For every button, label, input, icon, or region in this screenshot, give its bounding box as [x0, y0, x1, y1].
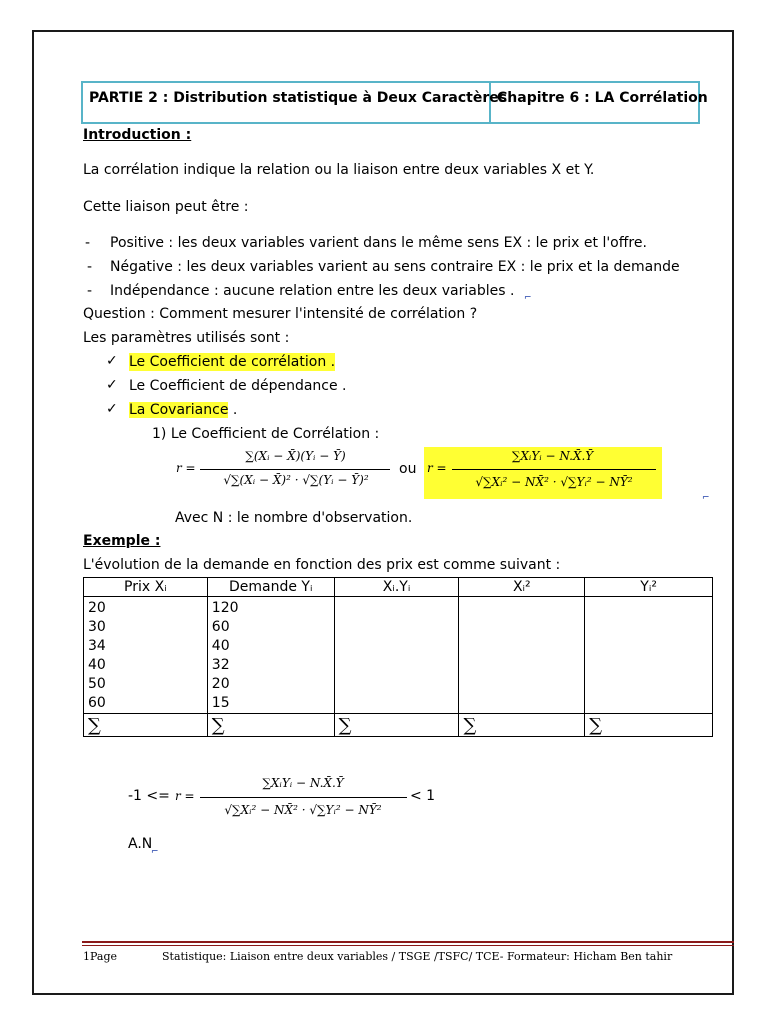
formula1-r: r = — [176, 461, 196, 475]
table-values-row — [84, 597, 713, 714]
footer-text: Statistique: Liaison entre deux variables / TSGE /TSFC/ TCE- Formateur: Hicham Ben tahir — [162, 950, 673, 963]
bullet-positive: Positive : les deux variables varient dans le même sens EX : le prix et l'offre. — [110, 235, 647, 251]
footer-rule — [82, 945, 734, 946]
table-cell: 32 — [211, 657, 230, 673]
formula2-denominator: √∑Xᵢ² − NX̄² · √∑Yᵢ² − NȲ² — [475, 475, 633, 489]
param-correlation: Le Coefficient de corrélation . — [129, 354, 336, 370]
xiyi-values — [334, 597, 459, 714]
sum-cell: ∑ — [84, 714, 208, 737]
formula2-r: r = — [427, 461, 447, 475]
corner-mark: ⌐ — [524, 293, 532, 303]
param-covariance-suffix: . — [228, 402, 238, 418]
footer-rule — [82, 941, 734, 943]
col-yi2: Yᵢ² — [585, 578, 713, 597]
data-table — [83, 577, 713, 737]
formula1-bar — [200, 469, 390, 470]
table-cell: 60 — [88, 695, 106, 711]
param-covariance-row — [129, 401, 237, 419]
bound-left: -1 <= — [128, 788, 170, 804]
chapitre-title: Chapitre 6 : LA Corrélation — [497, 90, 708, 106]
col-xi2: Xᵢ² — [459, 578, 585, 597]
section-coefficient: 1) Le Coefficient de Corrélation : — [152, 426, 380, 442]
avec-n: Avec N : le nombre d'observation. — [175, 510, 413, 526]
col-demande: Demande Yᵢ — [207, 578, 334, 597]
check-icon: ✓ — [106, 401, 118, 417]
intro-heading: Introduction : — [83, 127, 192, 143]
bound-right: < 1 — [410, 788, 436, 804]
formula2-numerator: ∑XᵢYᵢ − N.X̄.Ȳ — [511, 449, 594, 463]
formula3-r: r = — [175, 789, 195, 803]
sum-cell: ∑ — [585, 714, 713, 737]
table-cell: 40 — [88, 657, 106, 673]
param-dependance: Le Coefficient de dépendance . — [129, 378, 347, 394]
bullet-dash: - — [85, 235, 91, 251]
an-label: A.N — [128, 836, 153, 852]
formula1-numerator: ∑(Xᵢ − X̄)(Yᵢ − Ȳ) — [245, 449, 346, 463]
col-xiyi: Xᵢ.Yᵢ — [334, 578, 459, 597]
formula2-bar — [452, 469, 656, 470]
formula3-bar — [200, 797, 407, 798]
table-cell: 30 — [88, 619, 106, 635]
table-sum-row — [84, 714, 713, 737]
bullet-independance: Indépendance : aucune relation entre les deux variables . — [110, 283, 515, 299]
sum-cell: ∑ — [207, 714, 334, 737]
corner-mark: ⌐ — [151, 847, 159, 857]
bullet-dash: - — [87, 259, 93, 275]
param-covariance: La Covariance — [129, 402, 229, 418]
table-cell: 60 — [211, 619, 230, 635]
intro-definition: La corrélation indique la relation ou la liaison entre deux variables X et Y. — [83, 162, 595, 178]
prix-values — [84, 597, 208, 714]
question: Question : Comment mesurer l'intensité de corrélation ? — [83, 306, 478, 322]
table-cell: 120 — [211, 600, 239, 616]
sum-cell: ∑ — [334, 714, 459, 737]
footer-page: 1Page — [83, 950, 118, 963]
example-text: L'évolution de la demande en fonction des prix est comme suivant : — [83, 557, 561, 573]
bullet-negative: Négative : les deux variables varient au sens contraire EX : le prix et la demande — [110, 259, 680, 275]
intro-lead: Cette liaison peut être : — [83, 199, 249, 215]
formula3-numerator: ∑XᵢYᵢ − N.X̄.Ȳ — [262, 776, 344, 790]
title-table — [81, 81, 708, 124]
col-prix: Prix Xᵢ — [84, 578, 208, 597]
table-cell: 20 — [211, 676, 230, 692]
sum-cell: ∑ — [459, 714, 585, 737]
table-cell: 15 — [211, 695, 230, 711]
bullet-dash: - — [87, 283, 93, 299]
formula1-denominator: √∑(Xᵢ − X̄)² · √∑(Yᵢ − Ȳ)² — [223, 473, 369, 487]
check-icon: ✓ — [106, 377, 118, 393]
corner-mark: ⌐ — [702, 493, 710, 503]
partie-title: PARTIE 2 : Distribution statistique à Deux Caractères — [83, 83, 491, 122]
table-header-row — [84, 578, 713, 597]
table-cell: 34 — [88, 638, 106, 654]
yi2-values — [585, 597, 713, 714]
xi2-values — [459, 597, 585, 714]
demande-values — [207, 597, 334, 714]
params-lead: Les paramètres utilisés sont : — [83, 330, 290, 346]
check-icon: ✓ — [106, 353, 118, 369]
ou-label: ou — [399, 461, 417, 477]
table-cell: 50 — [88, 676, 106, 692]
table-cell: 40 — [211, 638, 230, 654]
example-heading: Exemple : — [83, 533, 161, 549]
formula3-denominator: √∑Xᵢ² − NX̄² · √∑Yᵢ² − NȲ² — [224, 803, 382, 817]
table-cell: 20 — [88, 600, 106, 616]
